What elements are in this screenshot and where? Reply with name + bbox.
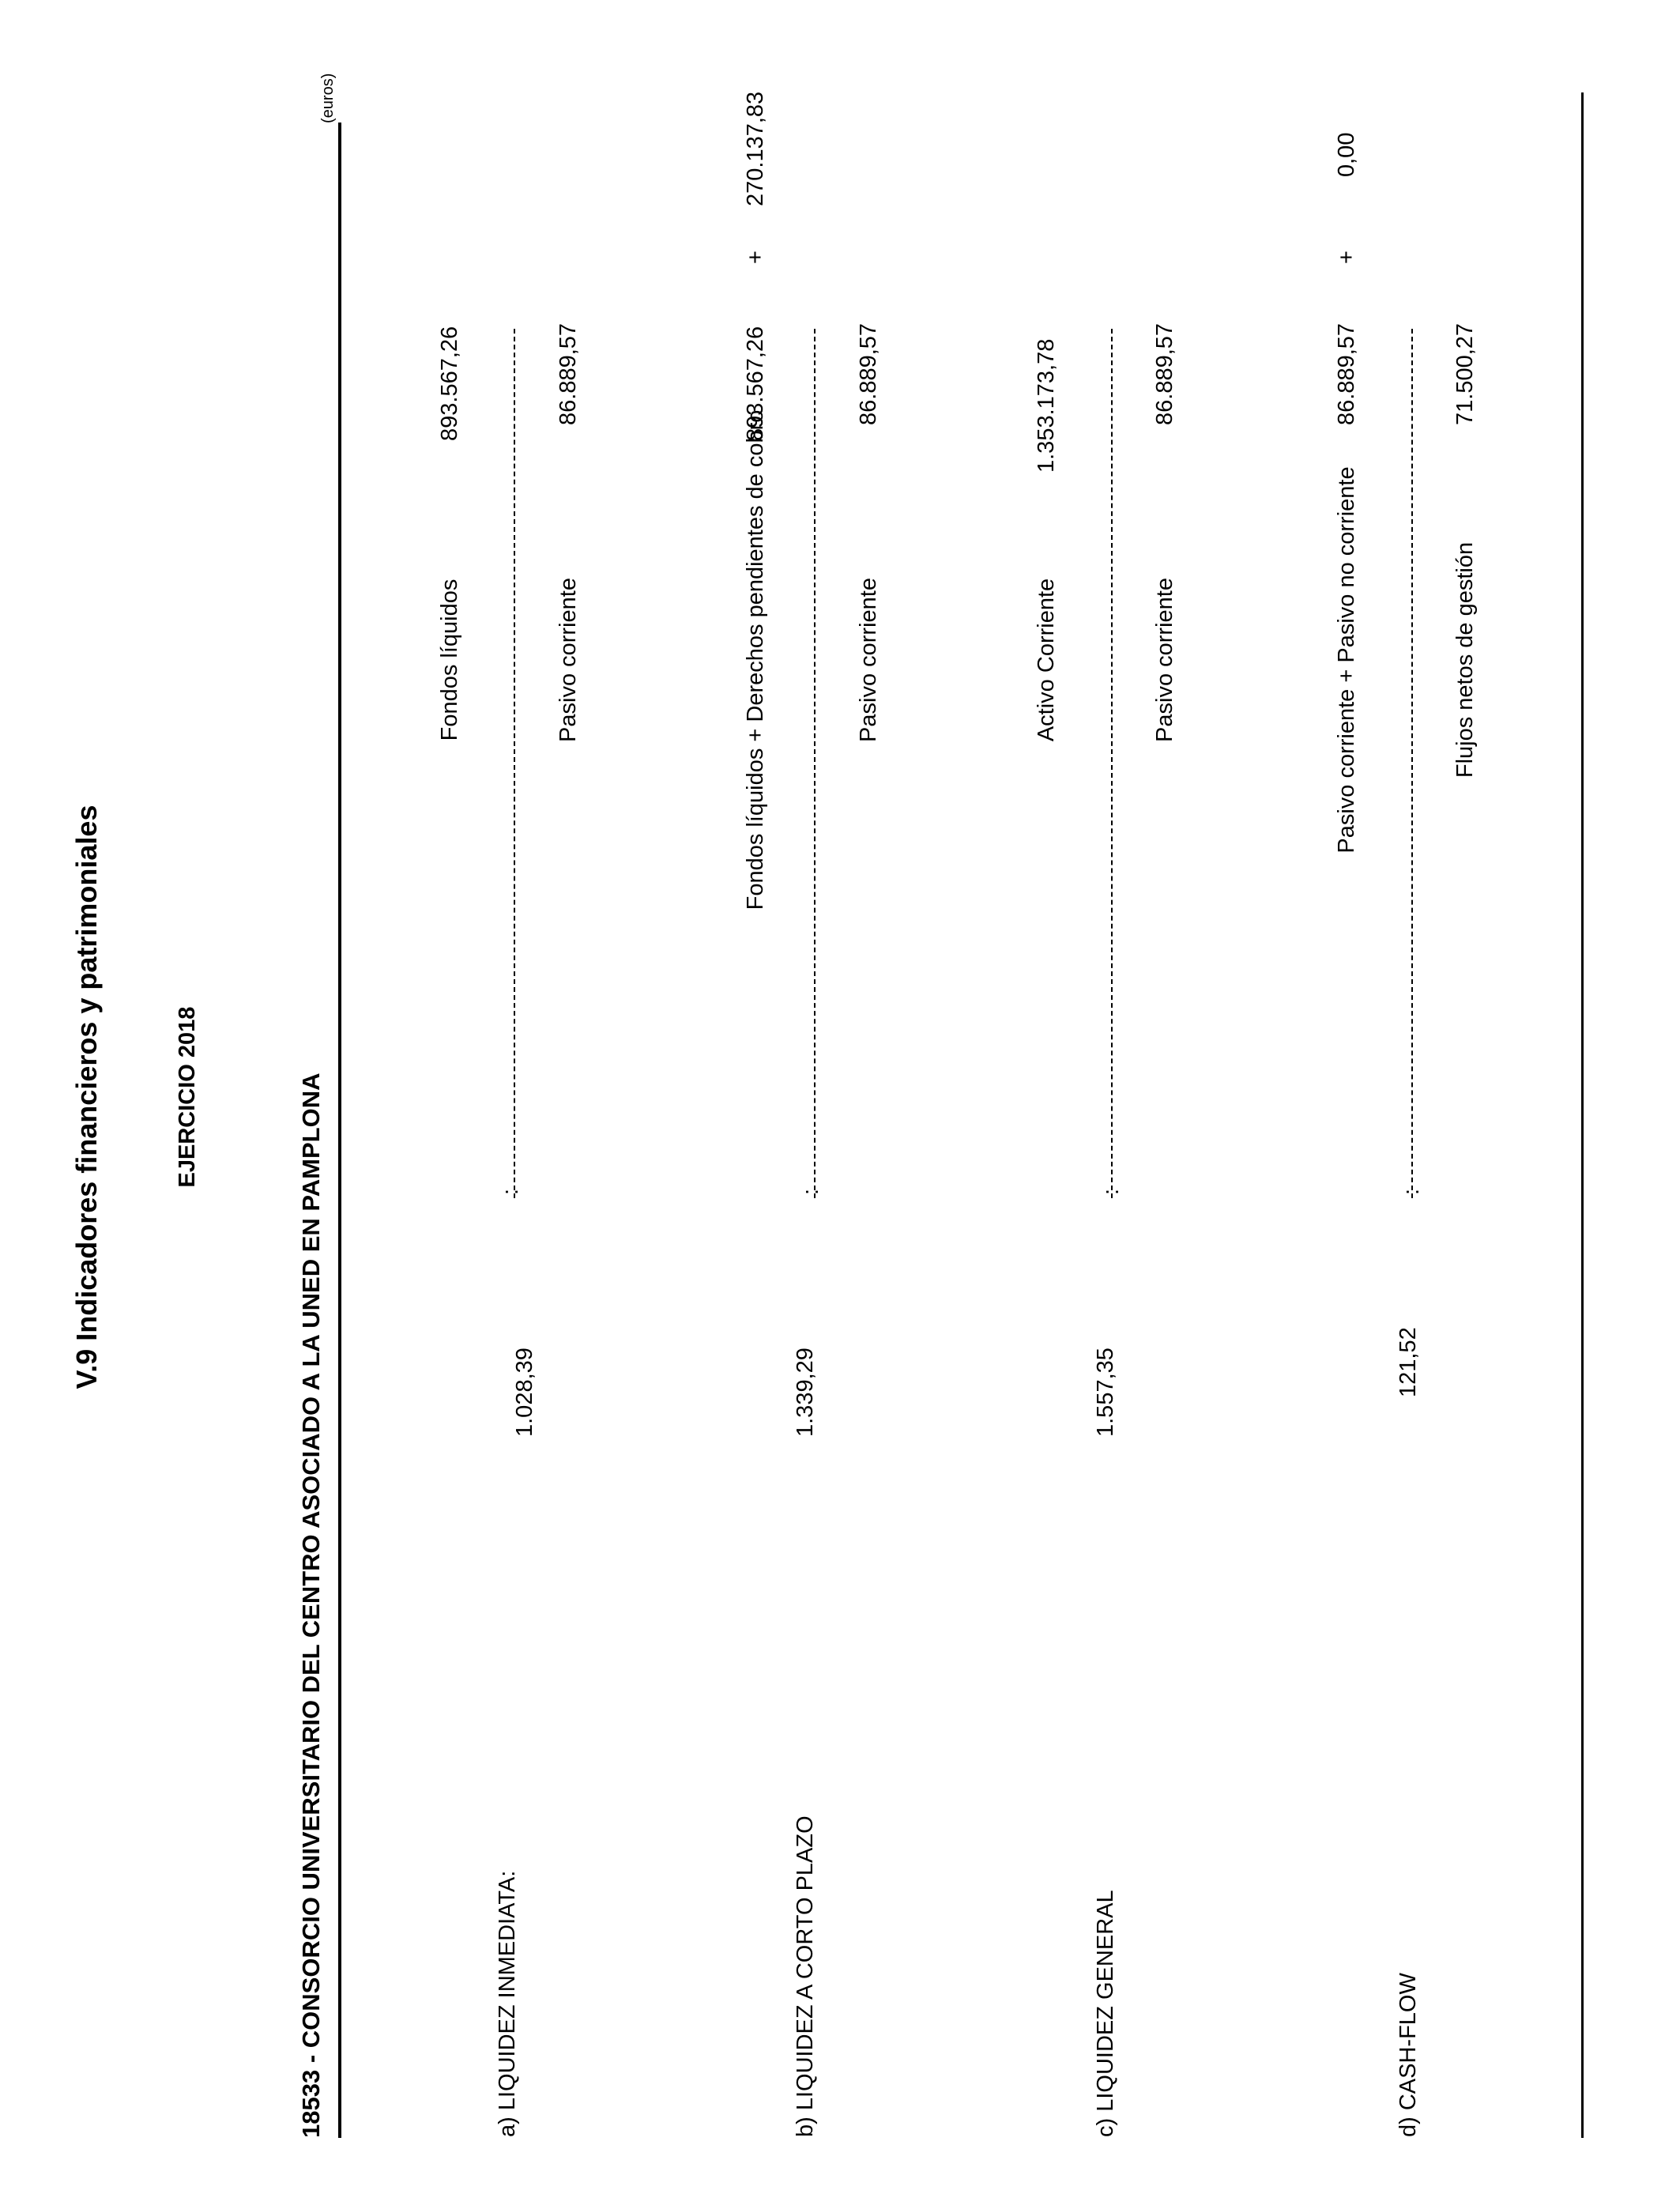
indicator-label-liquidez-inmediata: a) LIQUIDEZ INMEDIATA: [495,1870,520,2137]
currency-unit: (euros) [319,73,337,123]
numerator-value: 86.889,57 [1334,322,1359,425]
plus-sign: + [1334,251,1359,264]
numerator-label: Pasivo corriente + Pasivo no corriente [1334,466,1359,854]
denominator-label: Flujos netos de gestión [1452,541,1478,778]
indicator-label-liquidez-corto-plazo: b) LIQUIDEZ A CORTO PLAZO [793,1815,818,2137]
indicator-value-liquidez-general: 1.557,35 [1093,1348,1118,1437]
denominator-value: 86.889,57 [1152,322,1177,425]
exercise-year: EJERCICIO 2018 [175,1006,200,1188]
fraction-line [1111,329,1113,1198]
indicator-value-cash-flow: 121,52 [1396,1327,1421,1397]
denominator-label: Pasivo corriente [1152,578,1177,742]
indicator-colon: : [1399,1188,1424,1195]
plus-sign: + [743,251,768,264]
denominator-label: Pasivo corriente [556,578,581,742]
numerator-value: 893.567,26 [743,326,768,441]
numerator-value: 893.567,26 [437,326,462,441]
bottom-rule [1581,92,1584,2138]
denominator-value: 86.889,57 [856,322,881,425]
indicator-colon: : [1098,1188,1124,1195]
indicator-value-liquidez-corto-plazo: 1.339,29 [793,1348,818,1437]
indicator-colon: : [498,1188,523,1195]
numerator-label: Fondos líquidos [437,579,462,741]
fraction-line [1411,329,1413,1198]
top-rule [338,123,341,2138]
page-title: V.9 Indicadores financieros y patrimoniales [70,805,103,1389]
numerator-label: Fondos líquidos + Derechos pendientes de cobro [743,409,768,910]
indicator-label-cash-flow: d) CASH-FLOW [1396,1973,1421,2137]
numerator-value: 1.353.173,78 [1034,338,1059,473]
denominator-value: 71.500,27 [1452,322,1478,425]
fraction-line [514,329,515,1198]
numerator-value-2: 270.137,83 [743,91,768,206]
denominator-label: Pasivo corriente [856,578,881,742]
indicator-value-liquidez-inmediata: 1.028,39 [512,1348,537,1437]
indicator-label-liquidez-general: c) LIQUIDEZ GENERAL [1093,1890,1118,2137]
numerator-value-2: 0,00 [1334,132,1359,177]
numerator-label: Activo Corriente [1034,578,1059,742]
fraction-line [814,329,816,1198]
indicator-colon: : [798,1188,823,1195]
denominator-value: 86.889,57 [556,322,581,425]
organization-name: 18533 - CONSORCIO UNIVERSITARIO DEL CENTRO ASOCIADO A LA UNED EN PAMPLONA [297,1072,325,2138]
